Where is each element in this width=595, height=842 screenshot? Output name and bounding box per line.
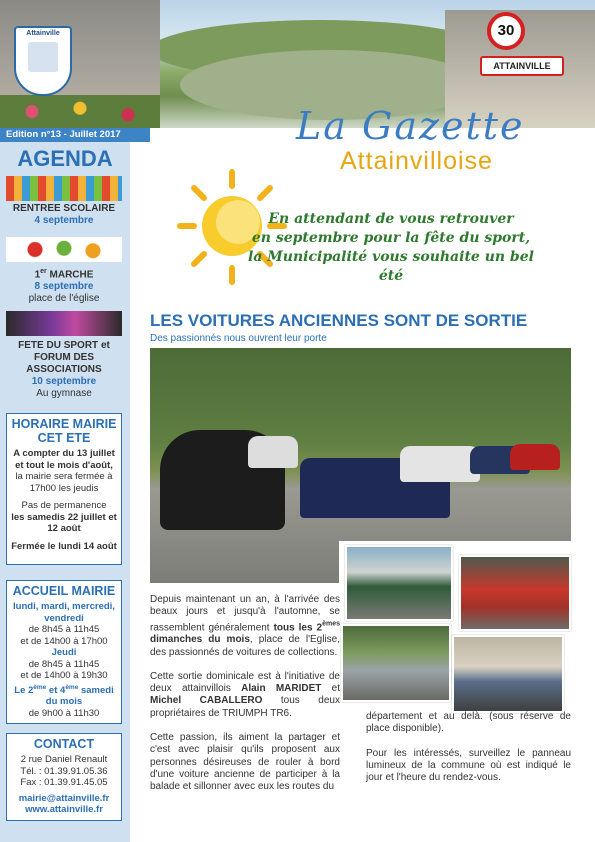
p1-bold-c: dimanches du mois bbox=[150, 634, 250, 646]
event-sport bbox=[6, 340, 122, 400]
sport-crowd-image bbox=[6, 311, 122, 336]
event-rentree bbox=[6, 203, 122, 227]
article-paragraph-1 bbox=[150, 594, 340, 659]
p1-sup: èmes bbox=[322, 620, 340, 628]
horaire-title: HORAIRE MAIRIE CET ETE bbox=[11, 417, 117, 445]
city-sign: ATTAINVILLE bbox=[480, 56, 564, 76]
horaire-line5: Fermée le lundi 14 août bbox=[11, 540, 117, 552]
event-marche-num: 1 bbox=[34, 269, 41, 281]
p1-text-a: Depuis maintenant un an, à l'arrivée des beaux jours et jusqu'à l'automne, se rassemblent généralement bbox=[150, 594, 340, 633]
event-marche-date: 8 septembre bbox=[34, 281, 94, 293]
article-column-left bbox=[150, 594, 340, 805]
agenda-title: AGENDA bbox=[17, 146, 113, 171]
event-sport-title: FETE DU SPORT et FORUM DES ASSOCIATIONS bbox=[18, 340, 110, 375]
contact-fax: Fax : 01.39.91.45.05 bbox=[20, 777, 108, 788]
greeting-line1: En attendant de vous retrouver bbox=[268, 211, 514, 227]
article-column-right bbox=[366, 711, 571, 796]
sat-part-a: Le 2 bbox=[14, 684, 34, 696]
event-rentree-title: RENTREE SCOLAIRE bbox=[12, 203, 116, 214]
horaire-box bbox=[6, 413, 122, 565]
collage-green-car bbox=[345, 545, 453, 621]
article-subtitle: Des passionnés nous ouvrent leur porte bbox=[150, 333, 327, 344]
accueil-h2: et de 14h00 à 17h00 bbox=[20, 635, 108, 647]
sat-part-c: samedi du mois bbox=[45, 684, 114, 708]
summer-greeting bbox=[236, 210, 546, 286]
speed-limit-sign: 30 bbox=[487, 12, 525, 50]
photo-collage bbox=[339, 541, 572, 713]
white-car bbox=[248, 436, 298, 468]
crest-emblem bbox=[28, 42, 58, 72]
article-paragraph-5: Pour les intéressés, surveillez le panneau lumineux de la commune où est indiqué le jour et l'heure du rendez-vous. bbox=[366, 747, 571, 784]
event-marche-sup: er bbox=[40, 268, 47, 275]
collage-street-cars bbox=[341, 624, 451, 702]
red-car bbox=[510, 444, 560, 470]
article-paragraph-4: département et au delà. (sous réserve de place disponible). bbox=[366, 711, 571, 735]
edition-label: Edition n°13 - Juillet 2017 bbox=[0, 128, 150, 142]
contact-box bbox=[6, 733, 122, 821]
accueil-title: ACCUEIL MAIRIE bbox=[12, 584, 116, 598]
accueil-days2: Jeudi bbox=[51, 647, 77, 658]
p2-name-2: Michel CABALLERO bbox=[150, 695, 263, 707]
flowers-photo bbox=[0, 95, 160, 128]
article-title: LES VOITURES ANCIENNES SONT DE SORTIE bbox=[150, 311, 528, 330]
accueil-h5: de 9h00 à 11h30 bbox=[28, 707, 100, 719]
contact-tel: Tél. : 01.39.91.05.36 bbox=[20, 765, 108, 777]
p1-bold-b: tous les 2 bbox=[273, 621, 323, 633]
event-sport-place: Au gymnase bbox=[36, 388, 92, 399]
p2-name-1: Alain MARIDET bbox=[241, 683, 322, 695]
horaire-line4: les samedis 22 juillet et 12 août bbox=[11, 511, 117, 534]
sat-part-b: et 4 bbox=[46, 684, 66, 696]
collage-blue-porsche bbox=[452, 635, 564, 713]
article-paragraph-3: Cette passion, ils aiment la partager et c'est avec plaisir qu'ils proposent aux personnes désireuses de rouler à bord d'une voiture ancienne de participer à la balade et sillonner avec eux les routes du bbox=[150, 732, 340, 793]
accueil-box bbox=[6, 580, 122, 724]
horaire-line2: la mairie sera fermée à 17h00 les jeudis bbox=[15, 471, 113, 494]
contact-email[interactable]: mairie@attainville.fr bbox=[18, 792, 110, 804]
crest-name: Attainville bbox=[26, 30, 60, 37]
gazette-subtitle: Attainvilloise bbox=[340, 147, 493, 175]
accueil-days1: lundi, mardi, mercredi, vendredi bbox=[13, 601, 115, 624]
gazette-title: La Gazette bbox=[296, 104, 525, 148]
sat-sup-1: ème bbox=[33, 683, 47, 691]
contact-title: CONTACT bbox=[33, 737, 95, 751]
accueil-h4: et de 14h00 à 19h30 bbox=[20, 670, 108, 681]
p2-text-e: tous deux propriétaires de TRIUMPH TR6. bbox=[150, 695, 340, 719]
school-pencils-image bbox=[6, 176, 122, 201]
sat-sup-2: ème bbox=[65, 683, 79, 691]
horaire-line3: Pas de permanence bbox=[21, 500, 107, 511]
greeting-line3: la Municipalité vous souhaite un bel été bbox=[248, 249, 534, 284]
contact-website[interactable]: www.attainville.fr bbox=[25, 804, 103, 815]
event-rentree-date: 4 septembre bbox=[34, 215, 94, 226]
horaire-line1: A compter du 13 juillet et tout le mois d'août, bbox=[13, 448, 115, 471]
event-marche bbox=[6, 266, 122, 305]
collage-red-car bbox=[459, 555, 571, 631]
accueil-h3: de 8h45 à 11h45 bbox=[28, 658, 100, 670]
event-sport-date: 10 septembre bbox=[31, 376, 97, 387]
market-produce-image bbox=[6, 237, 122, 262]
event-marche-place: place de l'église bbox=[28, 293, 100, 305]
p2-text-a: Cette sortie dominicale est à l'initiative de deux attainvillois bbox=[150, 670, 340, 695]
event-marche-word: MARCHE bbox=[46, 269, 94, 281]
accueil-h1: de 8h45 à 11h45 bbox=[28, 624, 100, 635]
article-paragraph-2 bbox=[150, 671, 340, 720]
town-crest-logo bbox=[14, 26, 72, 96]
accueil-saturday bbox=[9, 682, 119, 708]
contact-address: 2 rue Daniel Renault bbox=[20, 754, 108, 765]
silver-car bbox=[400, 446, 480, 482]
p2-text-c: et bbox=[321, 683, 340, 695]
event-marche-title bbox=[6, 266, 122, 281]
p1-text-d: , place de l'Eglise, des passionnés de voitures de collections. bbox=[150, 634, 341, 658]
greeting-line2: en septembre pour la fête du sport, bbox=[251, 230, 531, 246]
